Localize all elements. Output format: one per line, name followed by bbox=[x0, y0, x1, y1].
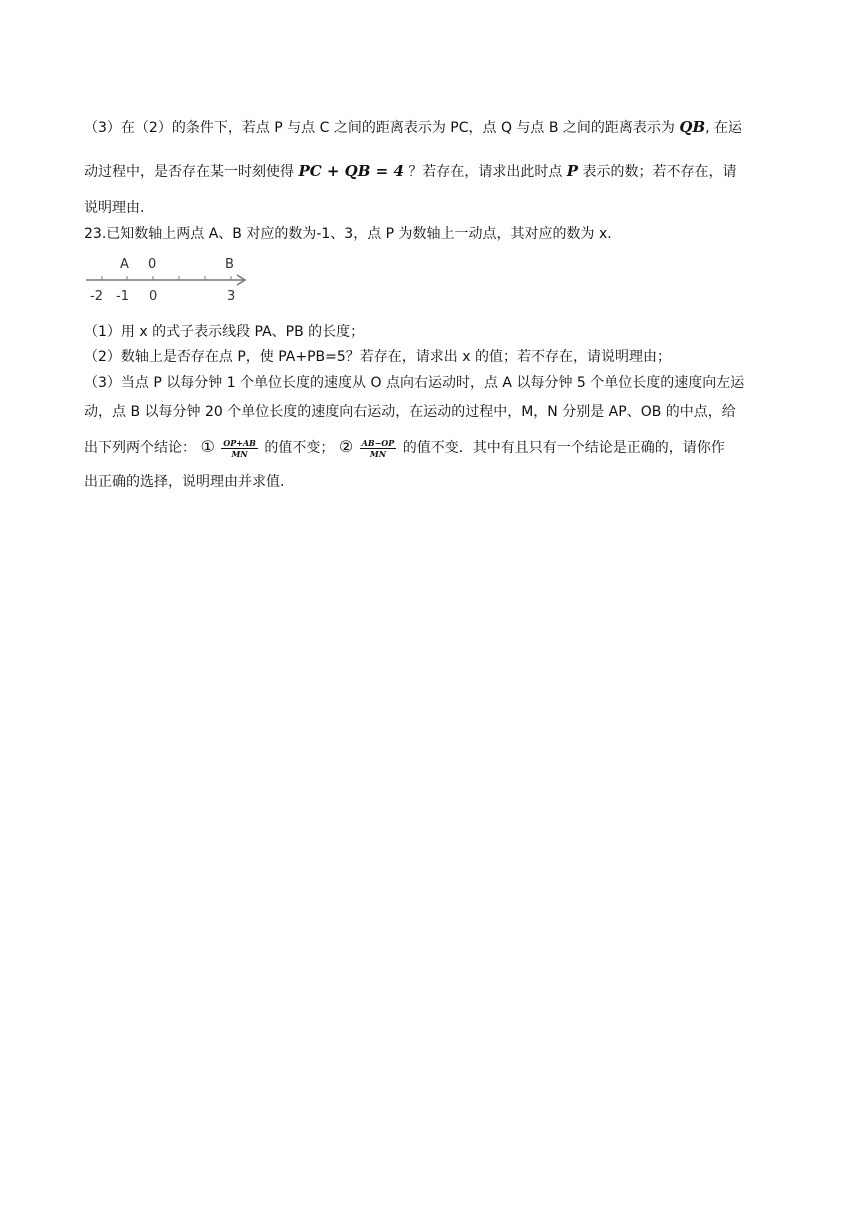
q23-sub2: （2）数轴上是否存在点 P，使 PA+PB=5？若存在，请求出 x 的值；若不存在，请说明理由； bbox=[84, 349, 671, 365]
math-p: P bbox=[566, 162, 579, 180]
math-equation: PC + QB = 4 bbox=[298, 162, 404, 180]
text: ？若存在，请求出此时点 bbox=[408, 164, 563, 180]
q23-sub3-line3 bbox=[84, 437, 725, 459]
label-b: B bbox=[225, 257, 234, 272]
fraction-denominator: MN bbox=[369, 448, 387, 459]
text: （3）在（2）的条件下，若点 P 与点 C 之间的距离表示为 PC，点 Q 与点 B 之间的距离表示为 bbox=[84, 120, 675, 136]
fraction-numerator: OP+AB bbox=[223, 437, 256, 448]
tick-label: 0 bbox=[149, 289, 158, 304]
q23-sub3-line1: （3）当点 P 以每分钟 1 个单位长度的速度从 O 点向右运动时，点 A 以每分钟 5 个单位长度的速度向左运 bbox=[84, 375, 745, 391]
circled-two: ② bbox=[338, 437, 354, 456]
math-qb: QB bbox=[679, 118, 706, 136]
prev-part3-line1 bbox=[84, 117, 742, 138]
label-o-top: 0 bbox=[148, 257, 157, 272]
q23-sub3-line4: 出正确的选择，说明理由并求值. bbox=[84, 474, 285, 490]
number-line-figure bbox=[84, 252, 254, 308]
fraction-2 bbox=[360, 438, 397, 459]
text: 动过程中，是否存在某一时刻使得 bbox=[84, 164, 294, 180]
fraction-1 bbox=[221, 438, 258, 459]
prev-part3-line2 bbox=[84, 161, 737, 182]
tick-label: -1 bbox=[116, 289, 129, 304]
fraction-denominator: MN bbox=[231, 448, 248, 459]
text: 的值不变； bbox=[264, 440, 335, 456]
tick-label: 3 bbox=[227, 289, 236, 304]
text: 出下列两个结论： bbox=[84, 440, 196, 456]
circled-one: ① bbox=[200, 437, 215, 456]
tick-label: -2 bbox=[90, 289, 103, 304]
fraction-numerator: AB−OP bbox=[361, 437, 395, 448]
label-a: A bbox=[120, 257, 129, 272]
prev-part3-line3: 说明理由. bbox=[84, 200, 145, 216]
q23-sub3-line2: 动，点 B 以每分钟 20 个单位长度的速度向右运动，在运动的过程中，M，N 分别是 AP、OB 的中点，给 bbox=[84, 404, 736, 420]
q23-sub1: （1）用 x 的式子表示线段 PA、PB 的长度； bbox=[84, 324, 365, 340]
text: , 在运 bbox=[705, 120, 743, 136]
text: 表示的数；若不存在，请 bbox=[582, 164, 737, 180]
text: 的值不变．其中有且只有一个结论是正确的，请你作 bbox=[402, 440, 725, 456]
q23-stem: 23.已知数轴上两点 A、B 对应的数为-1、3，点 P 为数轴上一动点，其对应的数为 x. bbox=[84, 226, 612, 242]
